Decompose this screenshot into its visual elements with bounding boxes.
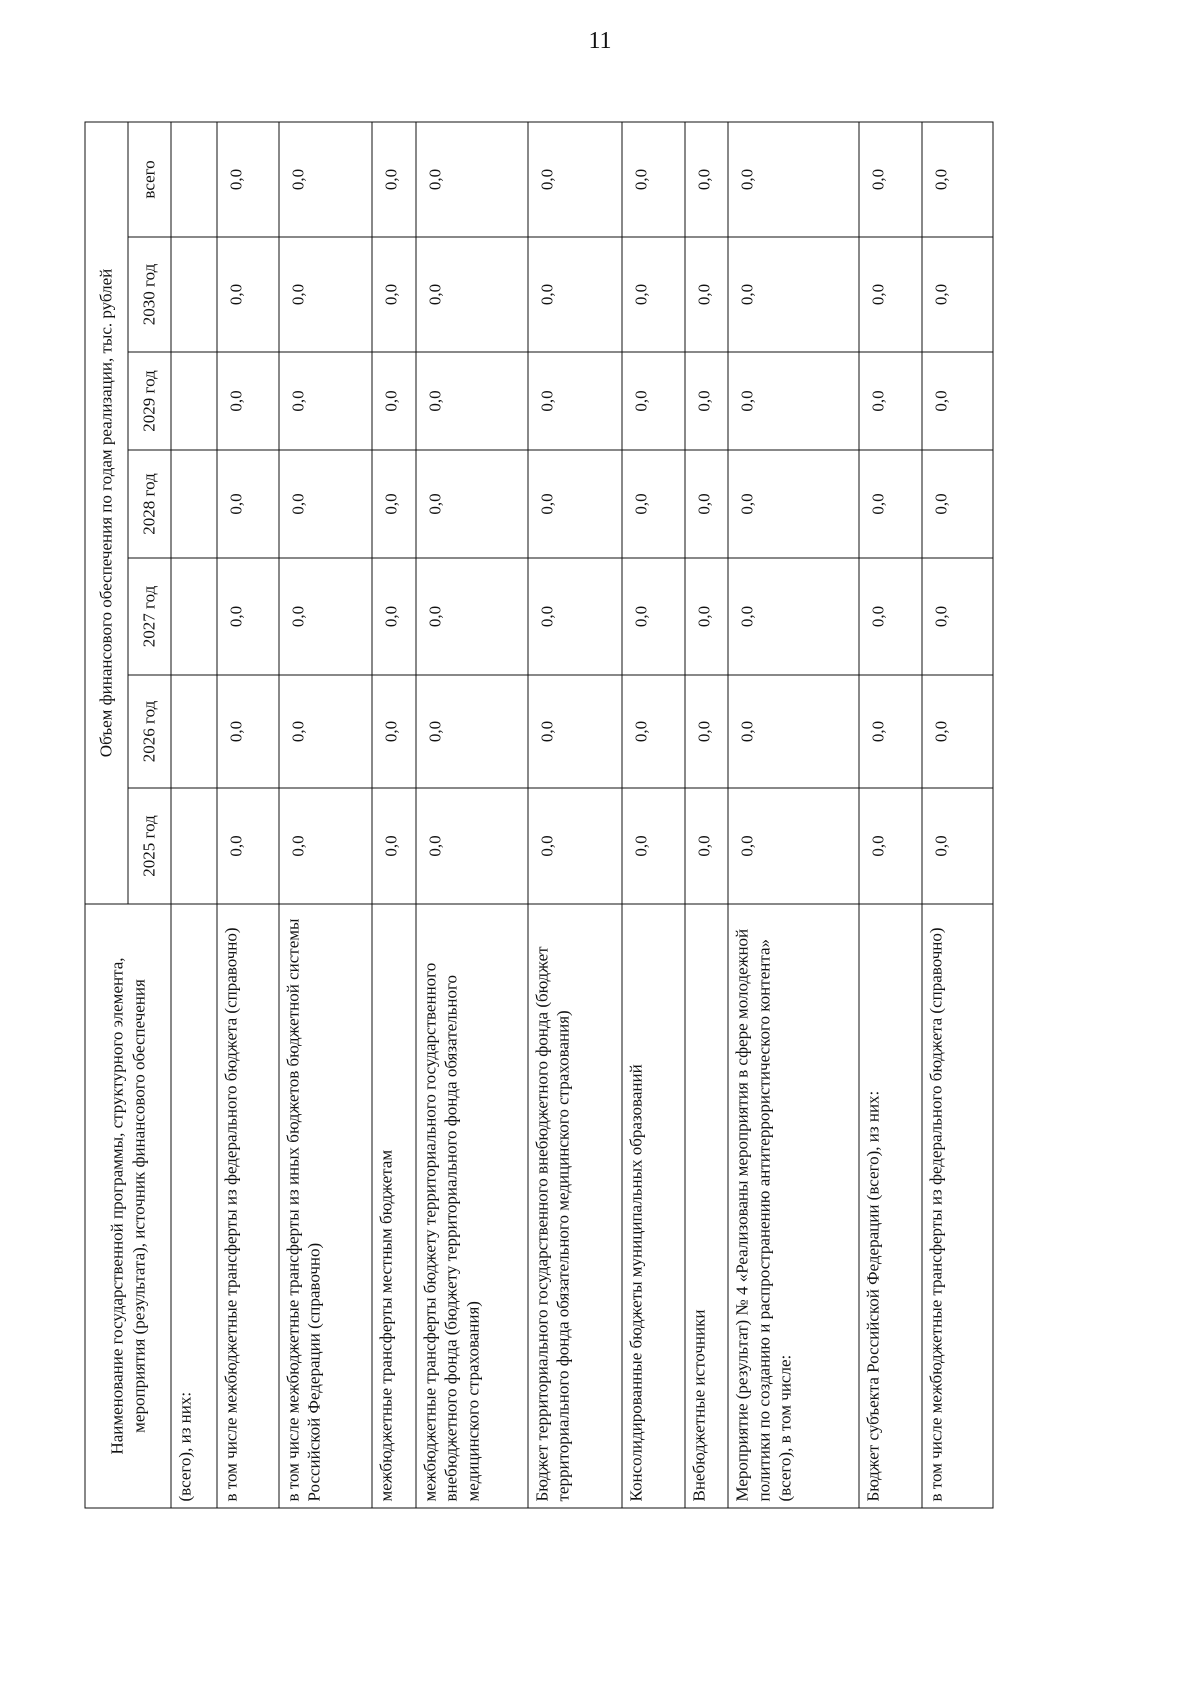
table-body [171,122,993,1508]
table-row [622,122,685,1508]
row-year-value: 0,0 [622,352,685,450]
header-total: всего [128,122,171,237]
table-row [279,122,373,1508]
row-year-value: 0,0 [685,788,729,904]
row-total-value: 0,0 [922,122,993,237]
row-year-value: 0,0 [372,558,416,675]
row-total-value: 0,0 [685,122,729,237]
row-year-value: 0,0 [728,352,858,450]
row-year-value: 0,0 [372,237,416,352]
row-total-value: 0,0 [279,122,373,237]
row-source-name: Бюджет территориального государственного внебюджетного фонда (бюджет территориального фонда обязательного медицинского страхования) [528,904,622,1508]
table-row [171,122,217,1508]
header-year: 2025 год [128,788,171,904]
row-year-value: 0,0 [279,675,373,788]
row-year-value: 0,0 [859,788,922,904]
row-year-value: 0,0 [416,788,528,904]
row-year-value: 0,0 [372,788,416,904]
row-year-value [171,558,217,675]
row-year-value: 0,0 [416,558,528,675]
funding-table [85,121,994,1508]
row-total-value: 0,0 [622,122,685,237]
row-year-value: 0,0 [279,352,373,450]
row-year-value: 0,0 [528,450,622,558]
row-year-value: 0,0 [622,788,685,904]
row-year-value: 0,0 [622,450,685,558]
row-year-value: 0,0 [859,450,922,558]
header-year: 2027 год [128,558,171,675]
row-year-value: 0,0 [728,788,858,904]
row-year-value [171,450,217,558]
header-funding-group: Объем финансового обеспечения по годам реализации, тыс. рублей [85,122,128,904]
row-year-value [171,237,217,352]
row-year-value: 0,0 [279,788,373,904]
row-year-value [171,352,217,450]
row-year-value: 0,0 [922,352,993,450]
row-total-value: 0,0 [372,122,416,237]
row-year-value: 0,0 [217,675,279,788]
row-year-value: 0,0 [528,675,622,788]
row-year-value: 0,0 [372,450,416,558]
row-source-name: Внебюджетные источники [685,904,729,1508]
row-source-name: Мероприятие (результат) № 4 «Реализованы мероприятия в сфере молодежной политики по созданию и распространению антитеррористического контента» (всего), в том числе: [728,904,858,1508]
row-total-value: 0,0 [859,122,922,237]
row-year-value: 0,0 [922,558,993,675]
row-year-value: 0,0 [528,237,622,352]
row-year-value: 0,0 [685,558,729,675]
table-row [416,122,528,1508]
header-year: 2029 год [128,352,171,450]
table-row [728,122,858,1508]
table-row [922,122,993,1508]
row-year-value: 0,0 [217,788,279,904]
row-total-value: 0,0 [728,122,858,237]
row-year-value: 0,0 [922,450,993,558]
header-name-column: Наименование государственной программы, структурного элемента, мероприятия (результата), источник финансового обеспечения [85,904,171,1508]
row-year-value: 0,0 [622,237,685,352]
row-year-value: 0,0 [685,675,729,788]
row-source-name: в том числе межбюджетные трансферты из федерального бюджета (справочно) [922,904,993,1508]
row-year-value: 0,0 [922,237,993,352]
row-year-value: 0,0 [528,788,622,904]
row-year-value: 0,0 [859,237,922,352]
table-row [372,122,416,1508]
table-row [217,122,279,1508]
table-row [528,122,622,1508]
row-year-value: 0,0 [372,675,416,788]
row-source-name: Бюджет субъекта Российской Федерации (всего), из них: [859,904,922,1508]
row-source-name: (всего), из них: [171,904,217,1508]
row-year-value: 0,0 [859,352,922,450]
row-total-value: 0,0 [217,122,279,237]
row-year-value: 0,0 [217,352,279,450]
row-total-value: 0,0 [416,122,528,237]
row-year-value: 0,0 [217,450,279,558]
row-year-value: 0,0 [728,675,858,788]
rotated-table-container [85,123,994,1509]
row-year-value: 0,0 [416,675,528,788]
row-year-value: 0,0 [528,352,622,450]
header-year: 2030 год [128,237,171,352]
row-year-value: 0,0 [416,237,528,352]
row-year-value [171,788,217,904]
row-year-value: 0,0 [416,352,528,450]
row-year-value: 0,0 [528,558,622,675]
row-year-value: 0,0 [685,237,729,352]
page-number: 11 [588,28,612,54]
row-source-name: межбюджетные трансферты местным бюджетам [372,904,416,1508]
row-year-value: 0,0 [217,237,279,352]
row-source-name: Консолидированные бюджеты муниципальных образований [622,904,685,1508]
row-year-value: 0,0 [685,450,729,558]
table-header [85,122,171,1508]
row-year-value: 0,0 [728,558,858,675]
row-year-value: 0,0 [859,558,922,675]
row-year-value: 0,0 [279,558,373,675]
row-year-value: 0,0 [622,675,685,788]
row-source-name: в том числе межбюджетные трансферты из иных бюджетов бюджетной системы Российской Федерации (справочно) [279,904,373,1508]
row-total-value [171,122,217,237]
row-year-value: 0,0 [622,558,685,675]
row-year-value [171,675,217,788]
row-year-value: 0,0 [217,558,279,675]
row-year-value: 0,0 [279,450,373,558]
row-year-value: 0,0 [416,450,528,558]
row-year-value: 0,0 [728,450,858,558]
row-year-value: 0,0 [859,675,922,788]
table-row [685,122,729,1508]
header-year: 2028 год [128,450,171,558]
row-year-value: 0,0 [922,675,993,788]
table-row [859,122,922,1508]
row-source-name: в том числе межбюджетные трансферты из федерального бюджета (справочно) [217,904,279,1508]
row-year-value: 0,0 [922,788,993,904]
row-source-name: межбюджетные трансферты бюджету территориального государственного внебюджетного фонда (бюджету территориального фонда обязательного медицинского страхования) [416,904,528,1508]
row-year-value: 0,0 [372,352,416,450]
row-total-value: 0,0 [528,122,622,237]
header-year: 2026 год [128,675,171,788]
row-year-value: 0,0 [728,237,858,352]
row-year-value: 0,0 [685,352,729,450]
row-year-value: 0,0 [279,237,373,352]
